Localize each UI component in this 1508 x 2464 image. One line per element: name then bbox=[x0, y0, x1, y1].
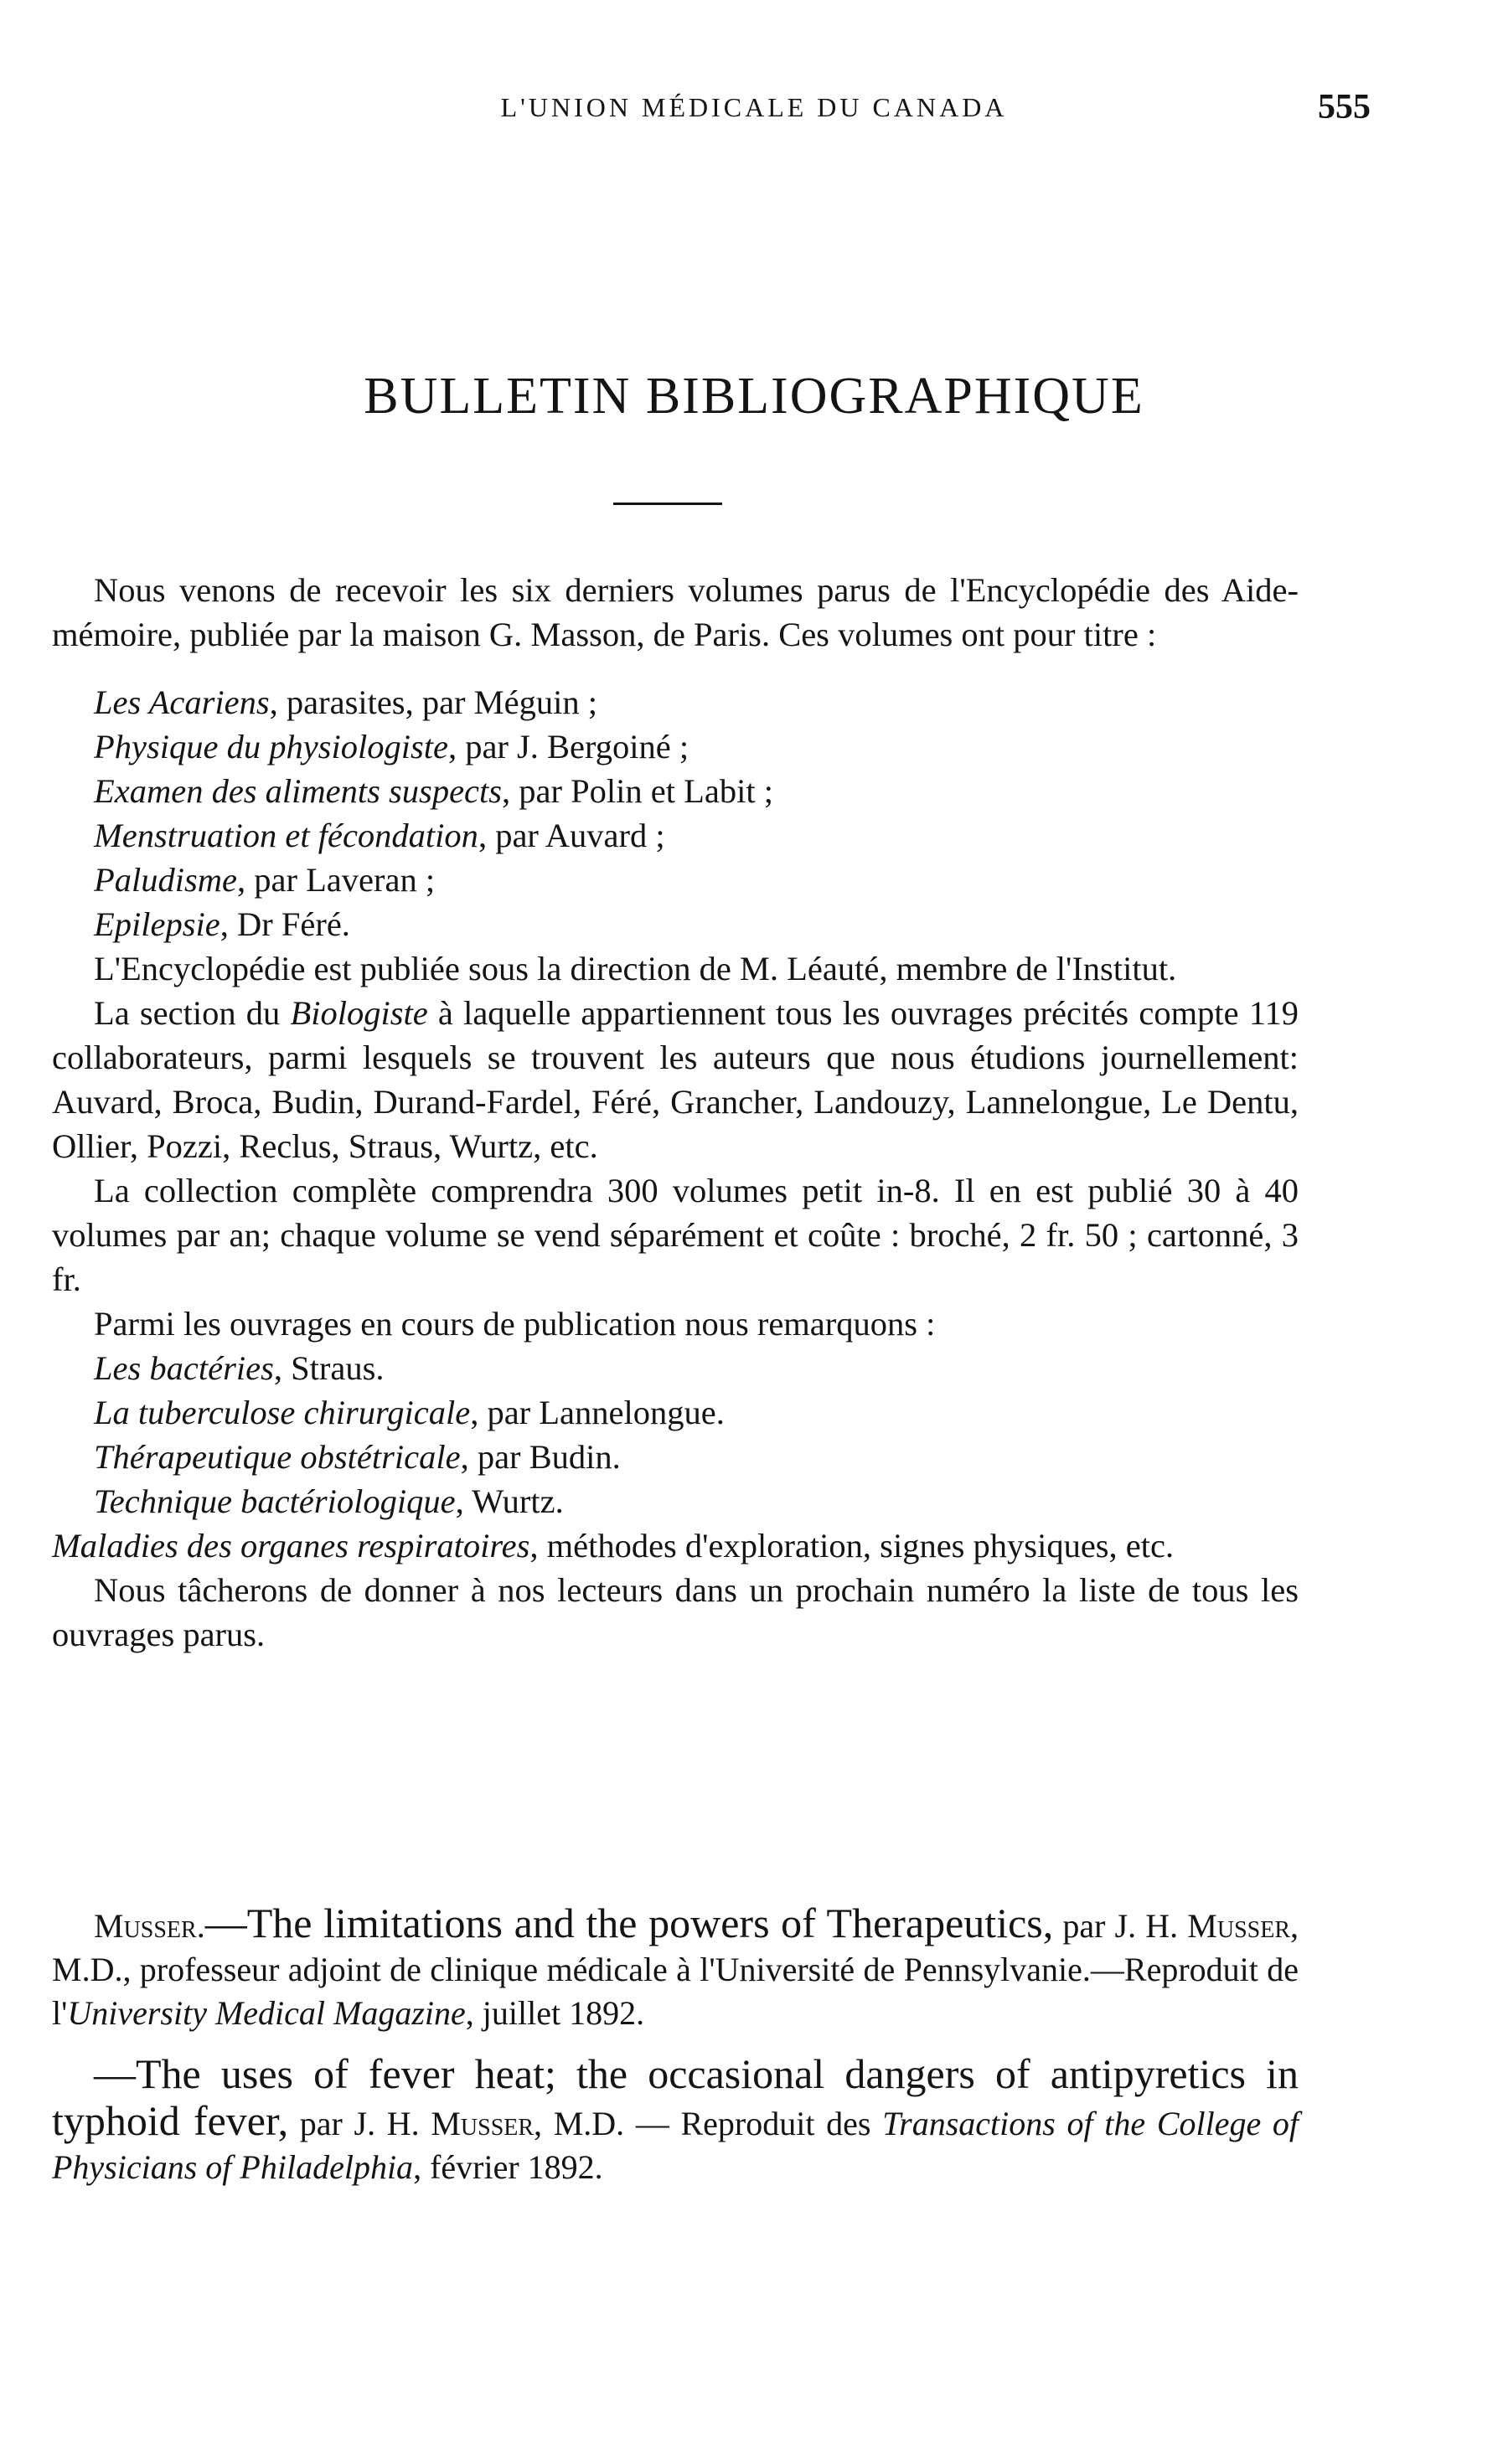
review-by: par J. H. bbox=[288, 2105, 431, 2142]
review-date: , juillet 1892. bbox=[465, 1994, 645, 2032]
list-item bbox=[94, 858, 1299, 902]
section-text-start: La section du bbox=[94, 994, 291, 1032]
work-author: , Dr Féré. bbox=[219, 905, 350, 943]
list-item bbox=[94, 680, 1299, 724]
review-entry bbox=[52, 1901, 1299, 2035]
review-details: , M.D., professeur adjoint de clinique médicale à l'Université de Pennsylvanie.—Reproduit de l' bbox=[52, 1907, 1299, 2032]
running-head bbox=[134, 88, 1374, 142]
closing-paragraph: Nous tâcherons de donner à nos lecteurs dans un prochain numéro la liste de tous les ouvrages parus. bbox=[52, 1571, 1299, 1653]
work-author: , par J. Bergoiné ; bbox=[447, 728, 689, 765]
review-lead: Musser. bbox=[94, 1907, 205, 1945]
review-source: University Medical Magazine bbox=[67, 1994, 466, 2032]
work-title: Technique bactériologique bbox=[94, 1482, 456, 1520]
work-title: Les Acariens bbox=[94, 683, 270, 721]
work-title: Les bactéries bbox=[94, 1349, 274, 1387]
work-author: , par Budin. bbox=[460, 1438, 621, 1476]
list-item bbox=[94, 724, 1299, 769]
list-item bbox=[52, 1390, 1299, 1435]
section-name: Biologiste bbox=[290, 994, 428, 1032]
page-number: 555 bbox=[1318, 88, 1371, 126]
review-details: , M.D. — Reproduit des bbox=[534, 2105, 883, 2142]
review-title: —The limitations and the powers of Therapeutics, bbox=[204, 1900, 1054, 1946]
intro-paragraph: Nous venons de recevoir les six derniers volumes parus de l'Encyclopédie des Aide-mémoire, publiée par la maison G. Masson, de Paris. Ces volumes ont pour titre : bbox=[52, 571, 1299, 653]
review-date: , février 1892. bbox=[413, 2148, 603, 2186]
collection-paragraph: La collection complète comprendra 300 volumes petit in-8. Il en est publié 30 à 40 volumes par an; chaque volume se vend séparément et coûte : broché, 2 fr. 50 ; cartonné, 3 fr. bbox=[52, 1172, 1299, 1298]
work-title: Menstruation et fécondation bbox=[94, 817, 478, 854]
section-text-end: à laquelle appartiennent tous les ouvrages précités compte 119 collaborateurs, parmi lesquels se trouvent les auteurs que nous étudions journellement: Auvard, Broca, Budin, Durand-Fardel, Féré, Grancher, Landouzy, Lannelongue, Le Dentu, Ollier, Pozzi, Reclus, Straus, Wurtz, etc. bbox=[52, 994, 1299, 1165]
review-author: Musser bbox=[431, 2105, 535, 2142]
work-title: Epilepsie bbox=[94, 905, 220, 943]
review-source: Transactions of the College of Physicians of Philadelphia bbox=[52, 2105, 1299, 2186]
list-item bbox=[94, 902, 1299, 946]
direction-paragraph: L'Encyclopédie est publiée sous la direction de M. Léauté, membre de l'Institut. bbox=[94, 950, 1177, 987]
bulletin-body bbox=[52, 568, 1299, 1657]
work-author: , Straus. bbox=[273, 1349, 385, 1387]
bulletin-title: BULLETIN BIBLIOGRAPHIQUE bbox=[364, 368, 1144, 425]
work-title: La tuberculose chirurgicale bbox=[94, 1394, 471, 1431]
work-title: Physique du physiologiste bbox=[94, 728, 448, 765]
work-title: Examen des aliments suspects bbox=[94, 772, 503, 810]
upcoming-list bbox=[52, 1346, 1299, 1568]
work-title: Maladies des organes respiratoires bbox=[52, 1527, 530, 1564]
work-author: , parasites, par Méguin ; bbox=[269, 683, 598, 721]
reviews-section bbox=[52, 1901, 1299, 2206]
work-author: , par Auvard ; bbox=[478, 817, 665, 854]
title-rule bbox=[613, 503, 722, 505]
work-title: Paludisme bbox=[94, 861, 237, 899]
list-item bbox=[94, 769, 1299, 813]
upcoming-intro: Parmi les ouvrages en cours de publication nous remarquons : bbox=[94, 1305, 936, 1343]
list-item bbox=[52, 1435, 1299, 1479]
work-author: , par Laveran ; bbox=[236, 861, 436, 899]
review-entry bbox=[52, 2052, 1299, 2189]
work-author: , par Lannelongue. bbox=[470, 1394, 725, 1431]
review-by: par J. H. bbox=[1053, 1907, 1188, 1945]
work-author: , méthodes d'exploration, signes physiques, etc. bbox=[529, 1527, 1175, 1564]
list-item bbox=[52, 1346, 1299, 1390]
list-item bbox=[52, 1523, 1299, 1568]
work-author: , Wurtz. bbox=[455, 1482, 564, 1520]
list-item bbox=[52, 1479, 1299, 1523]
list-item bbox=[94, 813, 1299, 858]
review-author: Musser bbox=[1187, 1907, 1291, 1945]
running-title: L'UNION MÉDICALE DU CANADA bbox=[500, 92, 1008, 122]
section-paragraph bbox=[52, 991, 1299, 1168]
work-author: , par Polin et Labit ; bbox=[502, 772, 773, 810]
work-title: Thérapeutique obstétricale bbox=[94, 1438, 461, 1476]
review-title: —The uses of fever heat; the occasional dangers of antipyretics in typhoid fever, bbox=[52, 2050, 1299, 2144]
works-list bbox=[52, 680, 1299, 946]
